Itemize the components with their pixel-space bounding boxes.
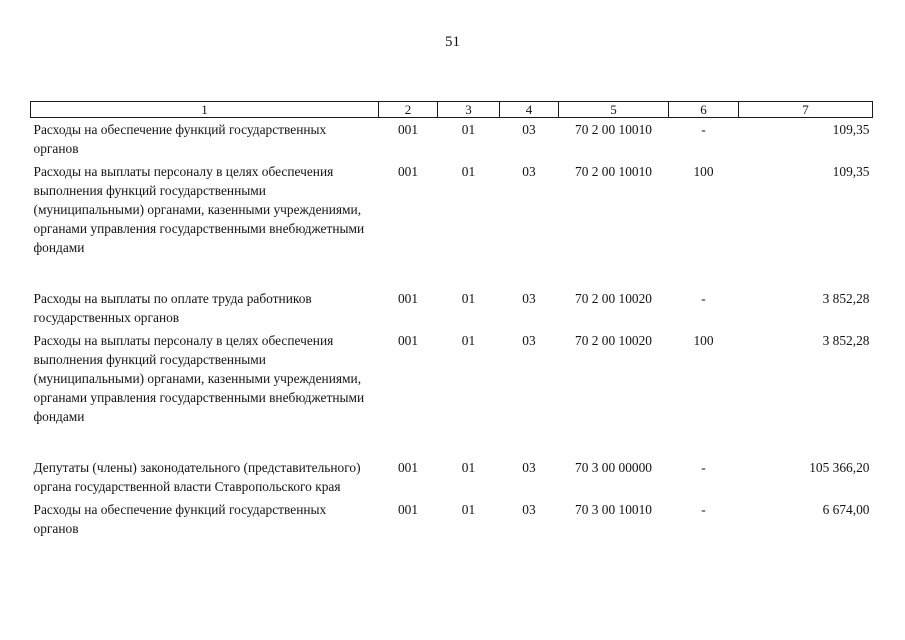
- row-amount: 105 366,20: [809, 460, 870, 475]
- row-section: 01: [461, 122, 476, 137]
- row-target-code: 70 2 00 10020: [575, 291, 652, 306]
- row-target-code: 70 3 00 10010: [575, 502, 652, 517]
- column-header: 6: [669, 102, 739, 118]
- row-name: Расходы на обеспечение функций государственных органов: [33, 502, 327, 536]
- row-expense-type: 100: [693, 333, 714, 348]
- row-admin-code: 001: [397, 460, 419, 475]
- column-header: 7: [739, 102, 873, 118]
- row-section: 01: [461, 164, 476, 179]
- table-row: [31, 289, 873, 331]
- table-row: [31, 162, 873, 289]
- row-subsection: 03: [522, 502, 536, 517]
- row-name: Расходы на выплаты по оплате труда работников государственных органов: [33, 291, 312, 325]
- row-admin-code: 001: [397, 502, 419, 517]
- row-subsection: 03: [522, 164, 536, 179]
- column-header: 1: [31, 102, 379, 118]
- table-row: [31, 500, 873, 542]
- row-section: 01: [461, 460, 476, 475]
- column-header: 2: [379, 102, 438, 118]
- row-subsection: 03: [522, 333, 536, 348]
- row-amount: 3 852,28: [822, 333, 870, 348]
- row-name: Расходы на выплаты персоналу в целях обеспечения выполнения функций государственными (муниципальными) органами, казенными учреждениями, органами управления государственными внебюджетными фондами: [33, 333, 365, 424]
- page-number: 51: [445, 34, 460, 50]
- column-header: 4: [500, 102, 559, 118]
- row-amount: 6 674,00: [822, 502, 870, 517]
- row-section: 01: [461, 291, 476, 306]
- row-admin-code: 001: [397, 164, 419, 179]
- row-expense-type: -: [701, 122, 706, 137]
- row-admin-code: 001: [397, 291, 419, 306]
- row-target-code: 70 2 00 10020: [575, 333, 652, 348]
- row-target-code: 70 3 00 00000: [575, 460, 652, 475]
- row-subsection: 03: [522, 122, 536, 137]
- column-header: 5: [559, 102, 669, 118]
- row-expense-type: -: [701, 502, 706, 517]
- row-amount: 3 852,28: [822, 291, 870, 306]
- row-section: 01: [461, 333, 476, 348]
- row-name: Расходы на обеспечение функций государственных органов: [33, 122, 327, 156]
- column-header: 3: [438, 102, 500, 118]
- row-amount: 109,35: [832, 164, 870, 179]
- row-admin-code: 001: [397, 333, 419, 348]
- row-expense-type: -: [701, 291, 706, 306]
- row-target-code: 70 2 00 10010: [575, 164, 652, 179]
- row-expense-type: -: [701, 460, 706, 475]
- row-admin-code: 001: [397, 122, 419, 137]
- row-section: 01: [461, 502, 476, 517]
- budget-table: [30, 101, 873, 542]
- row-target-code: 70 2 00 10010: [575, 122, 652, 137]
- row-expense-type: 100: [693, 164, 714, 179]
- row-subsection: 03: [522, 460, 536, 475]
- header-row: [31, 102, 873, 118]
- row-name: Депутаты (члены) законодательного (представительного) органа государственной власти Ставропольского края: [33, 460, 361, 494]
- row-amount: 109,35: [832, 122, 870, 137]
- row-name: Расходы на выплаты персоналу в целях обеспечения выполнения функций государственными (муниципальными) органами, казенными учреждениями, органами управления государственными внебюджетными фондами: [33, 164, 365, 255]
- table-row: [31, 458, 873, 500]
- table-row: [31, 331, 873, 458]
- row-subsection: 03: [522, 291, 536, 306]
- table-row: [31, 118, 873, 163]
